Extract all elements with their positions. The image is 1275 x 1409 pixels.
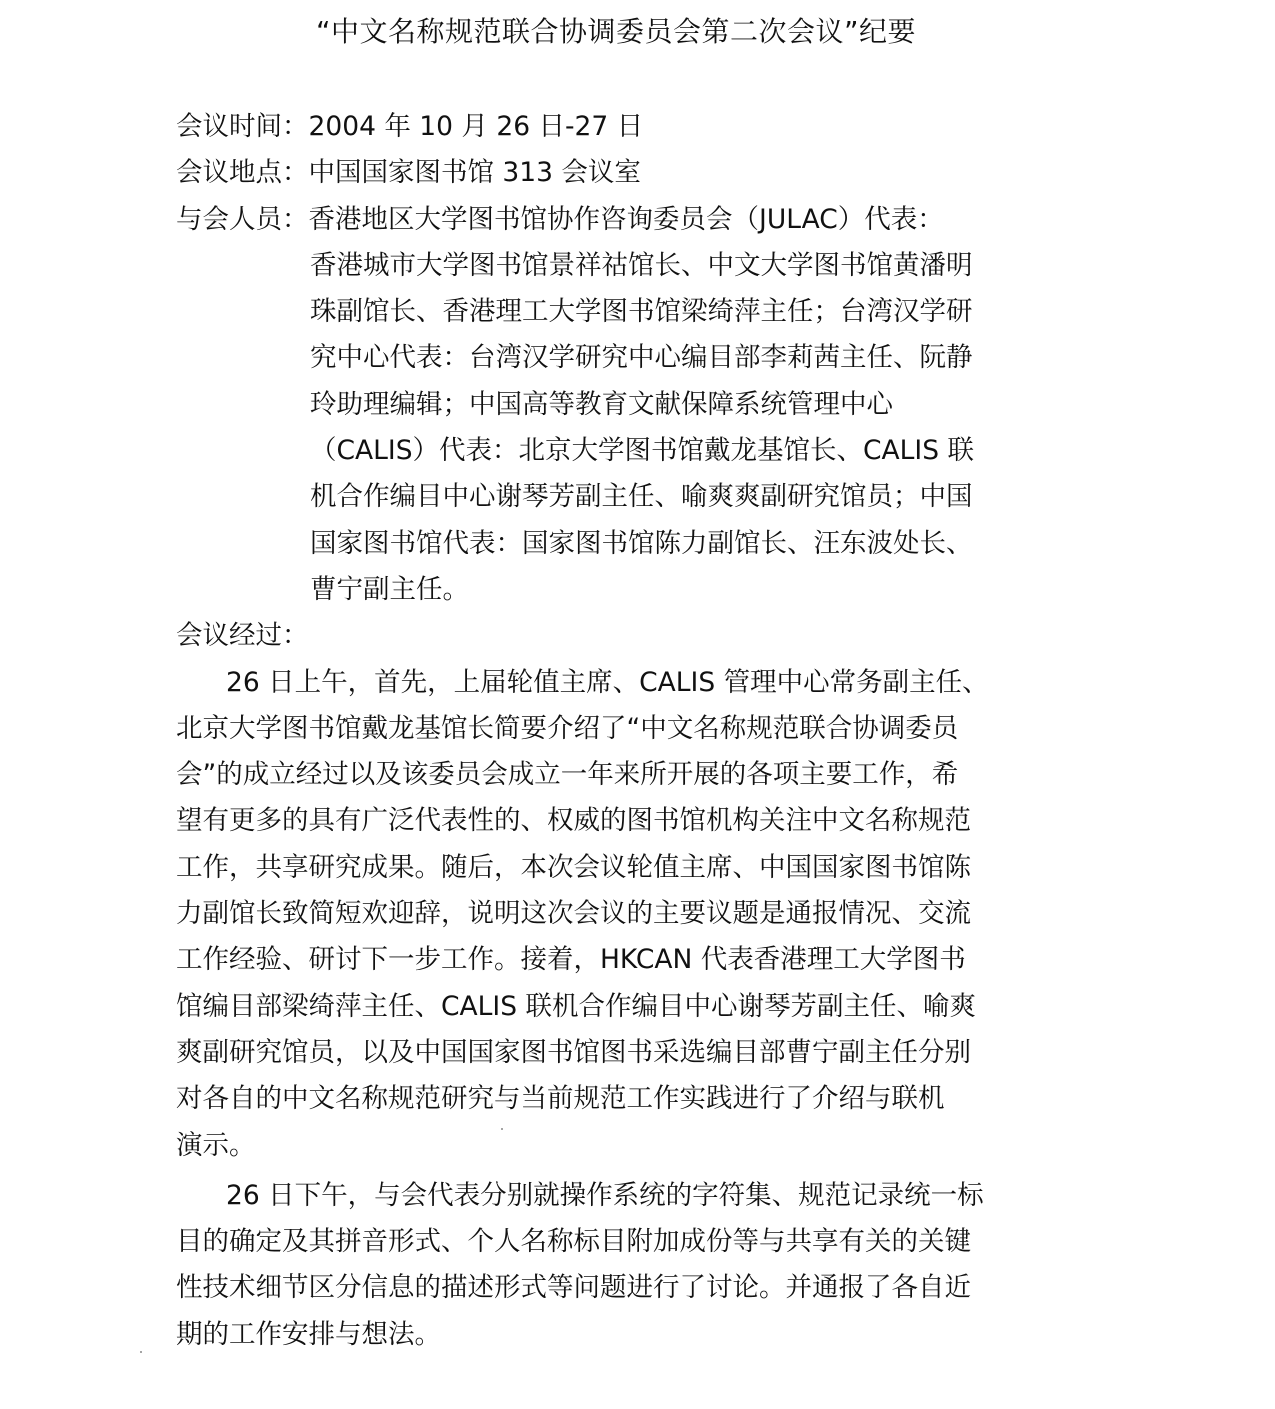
meeting-time-label: 会议时间: [176, 111, 282, 142]
meeting-place-separator: ：: [282, 157, 309, 189]
paragraph-line: 爽副研究馆员，以及中国国家图书馆图书采选编目部曹宁副主任分别: [176, 1036, 971, 1068]
meeting-time-separator: ：: [282, 111, 309, 142]
meeting-place-value: 中国国家图书馆 313 会议室: [308, 157, 641, 189]
attendees-line: 香港城市大学图书馆景祥祜馆长、中文大学图书馆黄潘明: [310, 249, 973, 281]
meeting-place-label: 会议地点: [176, 157, 282, 189]
attendees-separator: ：: [282, 203, 309, 235]
attendees-label: 与会人员: [176, 203, 282, 235]
attendees-field: [176, 197, 1046, 243]
paragraph-morning: [176, 660, 1046, 1169]
meeting-time-field: [176, 104, 1046, 150]
attendees-line: 究中心代表：台湾汉学研究中心编目部李莉茜主任、阮静: [310, 342, 973, 374]
paragraph-line: 工作，共享研究成果。随后，本次会议轮值主席、中国国家图书馆陈: [176, 851, 971, 883]
attendees-line: 珠副馆长、香港理工大学图书馆梁绮萍主任；台湾汉学研: [310, 296, 973, 328]
attendees-line: 机合作编目中心谢琴芳副主任、喻爽爽副研究馆员；中国: [310, 481, 973, 513]
attendees-first-line: 香港地区大学图书馆协作咨询委员会（JULAC）代表：: [308, 203, 944, 235]
meeting-process-heading: 会议经过：: [176, 620, 309, 652]
scan-speck: [140, 1351, 142, 1353]
paragraph-line: 工作经验、研讨下一步工作。接着，HKCAN 代表香港理工大学图书: [176, 944, 966, 976]
paragraph-line: 26 日下午，与会代表分别就操作系统的字符集、规范记录统一标: [226, 1179, 984, 1211]
paragraph-afternoon: [176, 1173, 1046, 1358]
paragraph-line: 会”的成立经过以及该委员会成立一年来所开展的各项主要工作，希: [176, 759, 959, 791]
paragraph-line: 26 日上午，首先，上届轮值主席、CALIS 管理中心常务副主任、: [226, 666, 989, 698]
paragraph-line: 期的工作安排与想法。: [176, 1318, 441, 1350]
scan-speck: [501, 1128, 503, 1130]
attendees-line: 玲助理编辑；中国高等教育文献保障系统管理中心: [310, 388, 893, 420]
attendees-line: 曹宁副主任。: [310, 573, 469, 605]
paragraph-line: 对各自的中文名称规范研究与当前规范工作实践进行了介绍与联机: [176, 1083, 945, 1115]
attendees-line: 国家图书馆代表：国家图书馆陈力副馆长、汪东波处长、: [310, 527, 973, 559]
paragraph-line: 目的确定及其拼音形式、个人名称标目附加成份等与共享有关的关键: [176, 1226, 971, 1258]
attendees-list: [176, 243, 1046, 613]
paragraph-line: 性技术细节区分信息的描述形式等问题进行了讨论。并通报了各自近: [176, 1272, 971, 1304]
paragraph-line: 力副馆长致简短欢迎辞，说明这次会议的主要议题是通报情况、交流: [176, 898, 971, 930]
paragraph-line: 馆编目部梁绮萍主任、CALIS 联机合作编目中心谢琴芳副主任、喻爽: [176, 990, 976, 1022]
document-body: [176, 104, 1046, 1358]
document-title: “中文名称规范联合协调委员会第二次会议”纪要: [315, 15, 916, 48]
paragraph-line: 北京大学图书馆戴龙基馆长简要介绍了“中文名称规范联合协调委员: [176, 712, 959, 744]
meeting-time-value: 2004 年 10 月 26 日-27 日: [308, 111, 644, 142]
attendees-line: （CALIS）代表：北京大学图书馆戴龙基馆长、CALIS 联: [310, 435, 974, 467]
meeting-place-field: [176, 150, 1046, 196]
paragraph-line: 演示。: [176, 1129, 256, 1161]
paragraph-line: 望有更多的具有广泛代表性的、权威的图书馆机构关注中文名称规范: [176, 805, 971, 837]
